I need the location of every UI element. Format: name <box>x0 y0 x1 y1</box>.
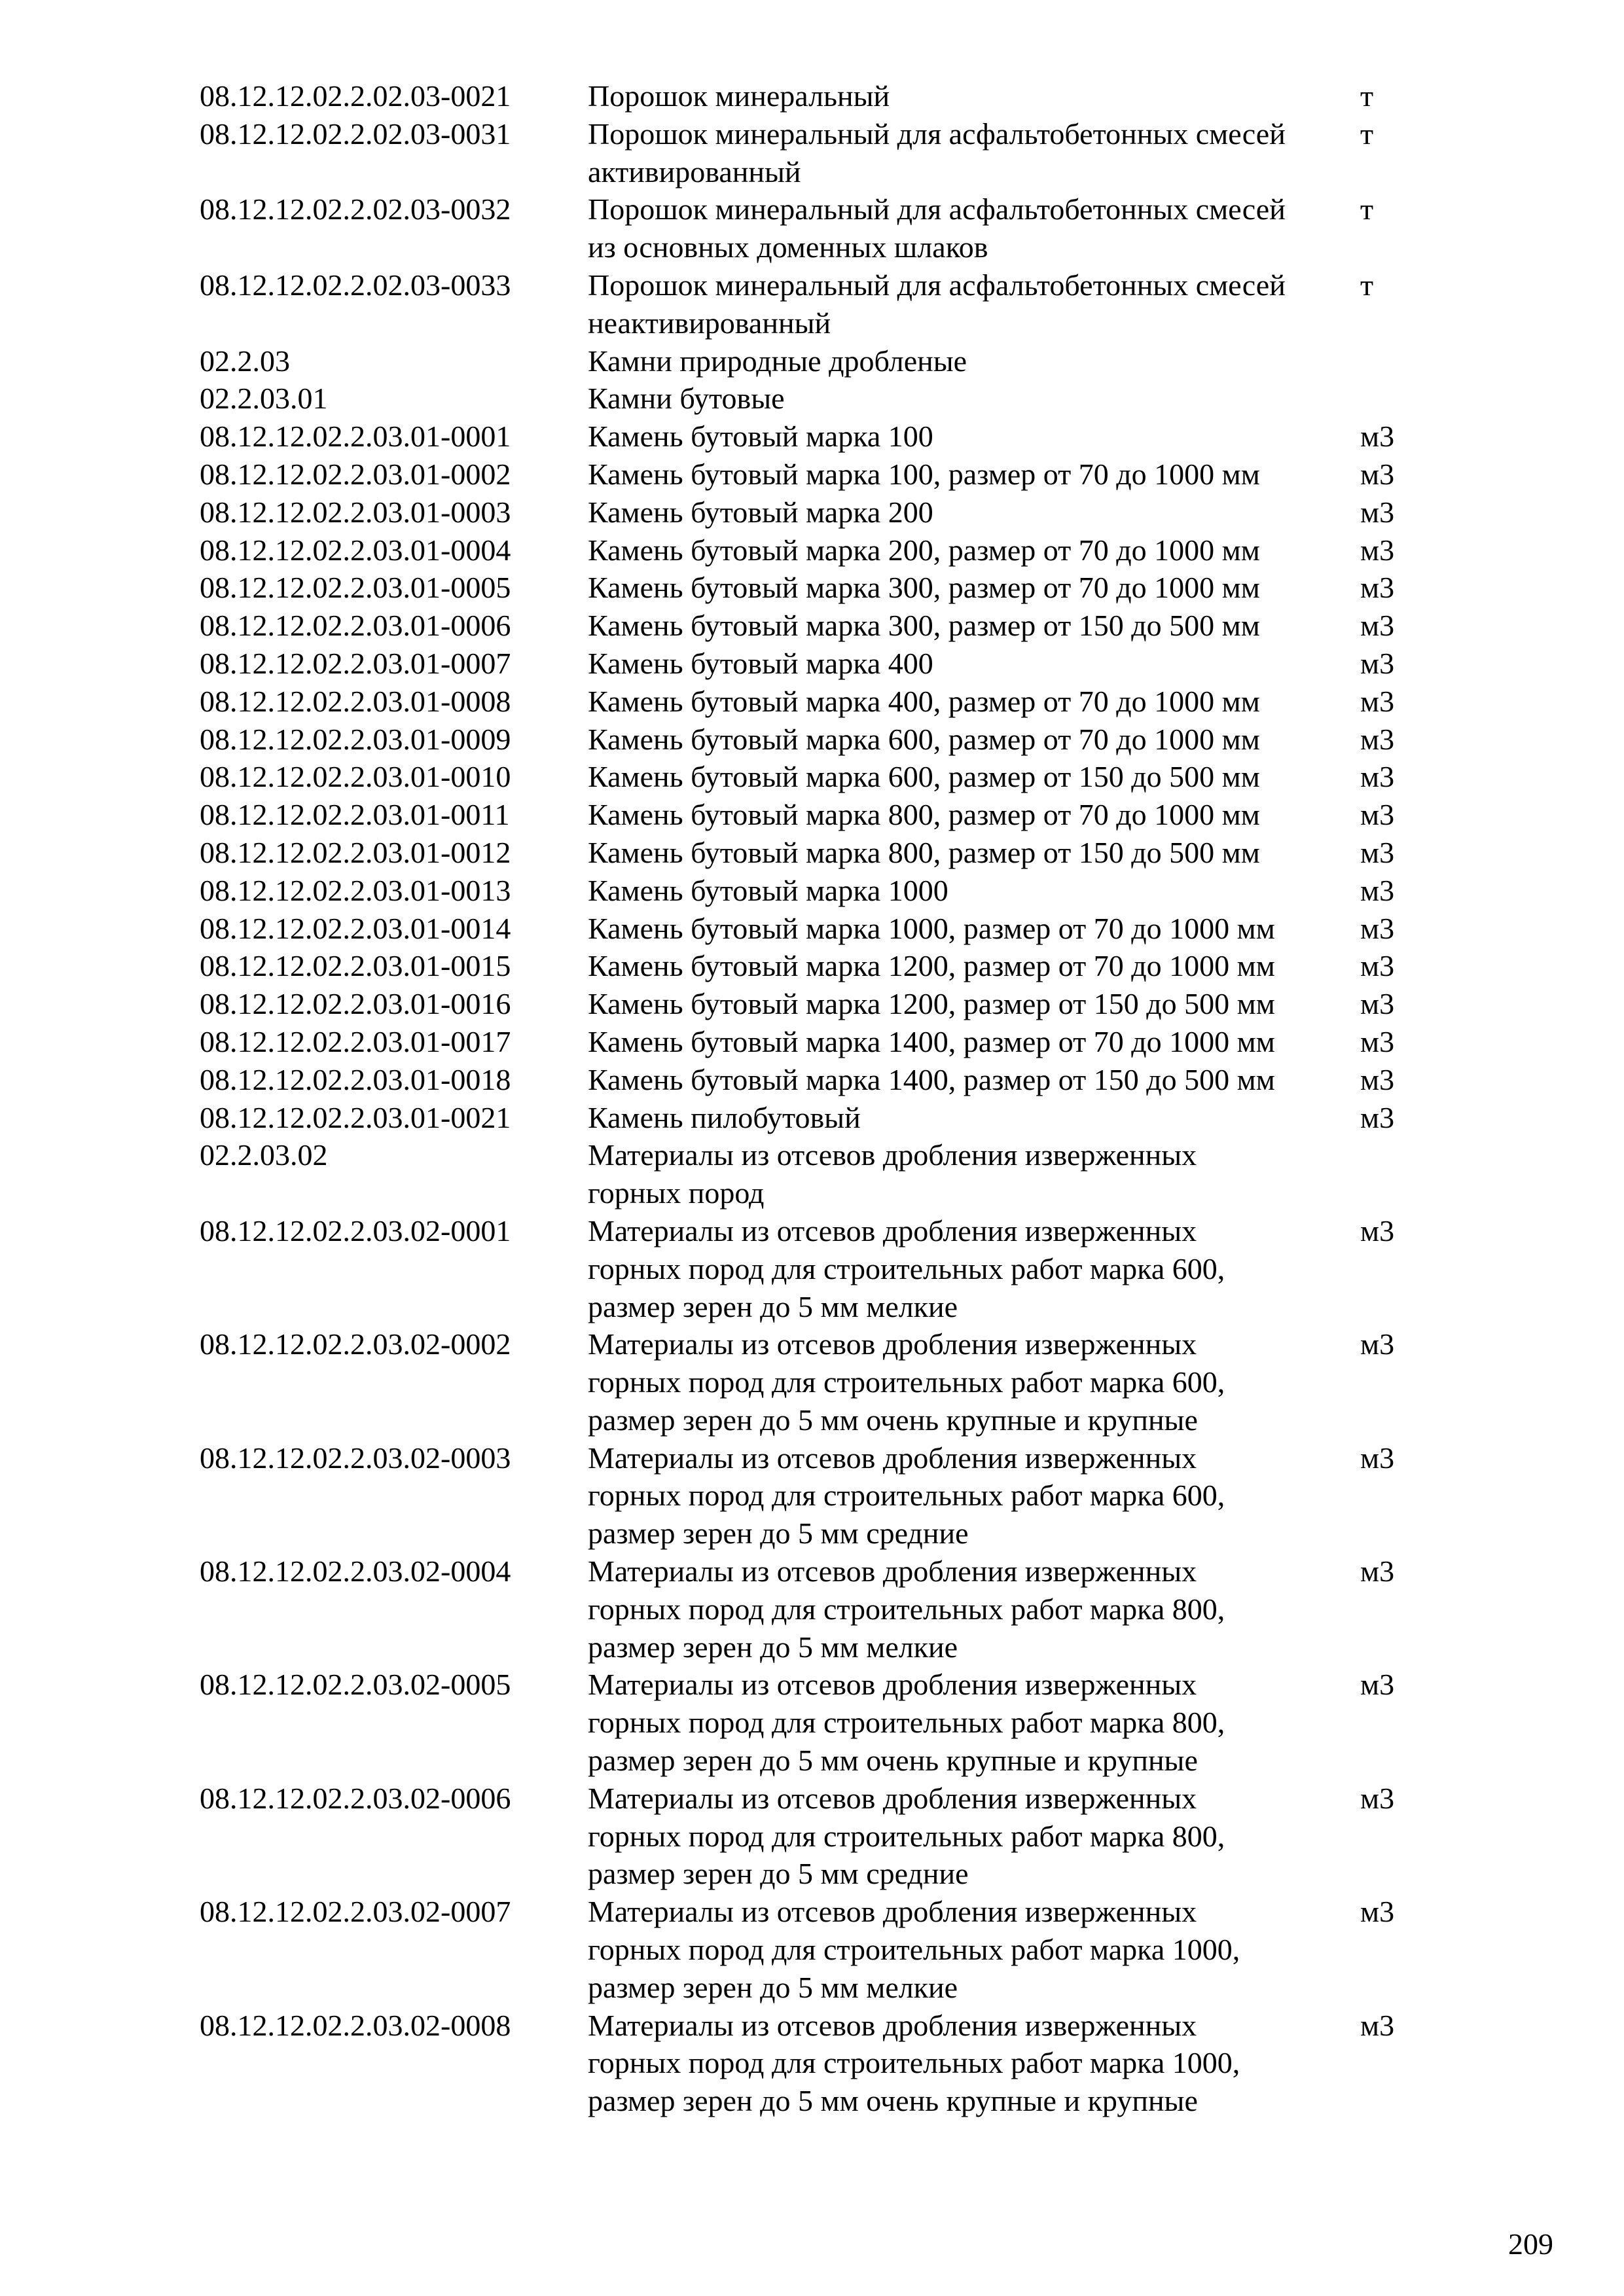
item-code: 08.12.12.02.2.03.01-0005 <box>200 571 511 605</box>
item-name <box>588 115 1360 191</box>
item-unit: т <box>1360 117 1374 151</box>
item-unit: м3 <box>1360 1213 1395 1247</box>
item-name-line: горных пород для строительных работ марка 600, <box>588 1251 1225 1285</box>
item-name <box>588 1212 1360 1325</box>
item-name-line: горных пород для строительных работ марка 1000, <box>588 1933 1240 1967</box>
item-name-line: размер зерен до 5 мм средние <box>588 1516 969 1551</box>
item-code: 08.12.12.02.2.03.02-0004 <box>200 1554 511 1588</box>
item-name-line: размер зерен до 5 мм мелкие <box>588 1970 958 2004</box>
table-row <box>200 1325 1443 1439</box>
item-unit: м3 <box>1360 987 1395 1021</box>
item-name <box>588 1099 1360 1137</box>
item-name <box>588 77 1360 115</box>
table-row <box>200 1552 1443 1666</box>
table-row <box>200 758 1443 796</box>
item-name <box>588 266 1360 342</box>
item-name-line: Материалы из отсевов дробления изверженных <box>588 1138 1197 1172</box>
table-row <box>200 77 1443 115</box>
item-name-line: Камень бутовый марка 100 <box>588 420 933 454</box>
item-code: 08.12.12.02.2.03.02-0006 <box>200 1781 511 1815</box>
item-unit: м3 <box>1360 2008 1395 2042</box>
item-code: 08.12.12.02.2.03.01-0018 <box>200 1062 511 1096</box>
item-code: 08.12.12.02.2.03.01-0008 <box>200 684 511 718</box>
item-unit: м3 <box>1360 571 1395 605</box>
item-name-line: Камни природные дробленые <box>588 344 967 378</box>
item-code: 08.12.12.02.2.03.02-0007 <box>200 1895 511 1929</box>
item-name-line: Порошок минеральный для асфальтобетонных смесей <box>588 117 1286 151</box>
item-code: 08.12.12.02.2.03.01-0016 <box>200 987 511 1021</box>
item-name-line: Камень бутовый марка 400, размер от 70 до 1000 мм <box>588 684 1260 718</box>
item-unit: м3 <box>1360 911 1395 945</box>
item-name <box>588 872 1360 910</box>
item-name <box>588 834 1360 872</box>
item-code: 08.12.12.02.2.03.01-0009 <box>200 722 511 756</box>
item-name <box>588 380 1360 418</box>
item-code: 08.12.12.02.2.03.01-0004 <box>200 533 511 567</box>
item-name-line: из основных доменных шлаков <box>588 230 988 264</box>
item-name <box>588 456 1360 493</box>
item-unit: м3 <box>1360 760 1395 794</box>
item-name <box>588 1893 1360 2006</box>
item-unit: м3 <box>1360 495 1395 529</box>
table-row <box>200 985 1443 1023</box>
item-name-line: горных пород для строительных работ марка 800, <box>588 1819 1225 1853</box>
table-row <box>200 569 1443 607</box>
item-name-line: размер зерен до 5 мм мелкие <box>588 1630 958 1664</box>
item-name-line: Камень бутовый марка 1000 <box>588 873 948 907</box>
item-name-line: Камень бутовый марка 1000, размер от 70 до 1000 мм <box>588 911 1275 945</box>
item-unit: м3 <box>1360 646 1395 680</box>
item-name-line: Камень бутовый марка 800, размер от 70 до 1000 мм <box>588 798 1260 832</box>
item-code: 08.12.12.02.2.03.01-0002 <box>200 457 511 491</box>
table-row <box>200 342 1443 380</box>
table-row <box>200 1136 1443 1212</box>
table-row <box>200 947 1443 985</box>
item-unit: м3 <box>1360 1441 1395 1475</box>
item-name-line: Материалы из отсевов дробления изверженных <box>588 1781 1197 1815</box>
item-code: 08.12.12.02.2.02.03-0031 <box>200 117 511 151</box>
item-name-line: Камень бутовый марка 300, размер от 150 до 500 мм <box>588 609 1260 643</box>
item-unit: м3 <box>1360 533 1395 567</box>
item-code: 08.12.12.02.2.03.01-0006 <box>200 609 511 643</box>
item-name-line: горных пород <box>588 1176 765 1210</box>
item-name-line: Камень бутовый марка 200, размер от 70 до 1000 мм <box>588 533 1260 567</box>
item-name <box>588 1439 1360 1552</box>
item-code: 02.2.03.02 <box>200 1138 328 1172</box>
item-code: 08.12.12.02.2.03.01-0015 <box>200 949 511 983</box>
item-name <box>588 569 1360 607</box>
item-name <box>588 1552 1360 1666</box>
item-unit: м3 <box>1360 684 1395 718</box>
item-name <box>588 342 1360 380</box>
item-name-line: Материалы из отсевов дробления изверженных <box>588 1441 1197 1475</box>
item-code: 02.2.03.01 <box>200 382 328 416</box>
item-name-line: активированный <box>588 154 801 188</box>
item-name-line: Материалы из отсевов дробления изверженных <box>588 2008 1197 2042</box>
item-name-line: Камень бутовый марка 1400, размер от 150 до 500 мм <box>588 1062 1275 1096</box>
item-code: 08.12.12.02.2.02.03-0033 <box>200 268 511 302</box>
item-name-line: Материалы из отсевов дробления изверженных <box>588 1213 1197 1247</box>
item-name-line: размер зерен до 5 мм мелкие <box>588 1289 958 1323</box>
item-unit: м3 <box>1360 798 1395 832</box>
item-name <box>588 645 1360 683</box>
item-unit: т <box>1360 192 1374 226</box>
table-row <box>200 721 1443 759</box>
item-code: 08.12.12.02.2.03.01-0013 <box>200 873 511 907</box>
table-row <box>200 1023 1443 1061</box>
table-row <box>200 115 1443 191</box>
item-code: 08.12.12.02.2.03.01-0011 <box>200 798 510 832</box>
table-row <box>200 1212 1443 1325</box>
table-row <box>200 190 1443 266</box>
table-row <box>200 872 1443 910</box>
table-row <box>200 683 1443 721</box>
item-unit: м3 <box>1360 1024 1395 1058</box>
item-name <box>588 1325 1360 1439</box>
table-row <box>200 1099 1443 1137</box>
item-name <box>588 1666 1360 1779</box>
item-code: 08.12.12.02.2.03.02-0002 <box>200 1327 511 1361</box>
item-code: 08.12.12.02.2.03.01-0021 <box>200 1100 511 1134</box>
item-unit: м3 <box>1360 1100 1395 1134</box>
item-code: 08.12.12.02.2.03.02-0005 <box>200 1668 511 1702</box>
item-name-line: горных пород для строительных работ марка 800, <box>588 1592 1225 1626</box>
table-row <box>200 1061 1443 1099</box>
item-code: 08.12.12.02.2.03.01-0014 <box>200 911 511 945</box>
table-row <box>200 1439 1443 1552</box>
item-code: 08.12.12.02.2.03.02-0001 <box>200 1213 511 1247</box>
item-name <box>588 607 1360 645</box>
item-name <box>588 683 1360 721</box>
table-row <box>200 380 1443 418</box>
item-name-line: размер зерен до 5 мм средние <box>588 1857 969 1891</box>
item-name-line: Камень бутовый марка 200 <box>588 495 933 529</box>
item-code: 08.12.12.02.2.02.03-0021 <box>200 79 511 113</box>
item-name <box>588 910 1360 948</box>
item-unit: м3 <box>1360 1668 1395 1702</box>
item-code: 08.12.12.02.2.03.01-0010 <box>200 760 511 794</box>
item-unit: м3 <box>1360 1062 1395 1096</box>
item-name-line: Камень бутовый марка 100, размер от 70 до 1000 мм <box>588 457 1260 491</box>
item-name <box>588 721 1360 759</box>
item-unit: м3 <box>1360 1781 1395 1815</box>
item-code: 08.12.12.02.2.03.01-0017 <box>200 1024 511 1058</box>
item-name-line: горных пород для строительных работ марка 600, <box>588 1365 1225 1399</box>
item-name <box>588 493 1360 531</box>
item-name-line: неактивированный <box>588 306 831 340</box>
item-name <box>588 1136 1360 1212</box>
item-unit: м3 <box>1360 949 1395 983</box>
item-unit: м3 <box>1360 1895 1395 1929</box>
item-name <box>588 947 1360 985</box>
item-unit: м3 <box>1360 722 1395 756</box>
item-name <box>588 1061 1360 1099</box>
item-name <box>588 190 1360 266</box>
item-unit: т <box>1360 268 1374 302</box>
item-unit: м3 <box>1360 420 1395 454</box>
item-code: 08.12.12.02.2.03.01-0012 <box>200 835 511 869</box>
item-name <box>588 2007 1360 2120</box>
table-row <box>200 493 1443 531</box>
item-name <box>588 985 1360 1023</box>
item-name-line: Камень бутовый марка 600, размер от 70 до 1000 мм <box>588 722 1260 756</box>
item-name-line: размер зерен до 5 мм очень крупные и крупные <box>588 2084 1198 2118</box>
item-name <box>588 796 1360 834</box>
item-name <box>588 418 1360 456</box>
item-code: 08.12.12.02.2.03.01-0007 <box>200 646 511 680</box>
item-name-line: Камень бутовый марка 800, размер от 150 до 500 мм <box>588 835 1260 869</box>
table-row <box>200 607 1443 645</box>
page-number: 209 <box>1508 2227 1553 2261</box>
item-name-line: горных пород для строительных работ марка 1000, <box>588 2046 1240 2080</box>
item-name-line: горных пород для строительных работ марка 800, <box>588 1706 1225 1740</box>
item-unit: м3 <box>1360 457 1395 491</box>
item-name-line: Порошок минеральный <box>588 79 890 113</box>
table-row <box>200 1666 1443 1779</box>
item-code: 08.12.12.02.2.03.01-0003 <box>200 495 511 529</box>
item-name-line: Камень бутовый марка 600, размер от 150 до 500 мм <box>588 760 1260 794</box>
table-row <box>200 645 1443 683</box>
item-unit: т <box>1360 79 1374 113</box>
item-code: 08.12.12.02.2.03.02-0003 <box>200 1441 511 1475</box>
item-code: 08.12.12.02.2.03.01-0001 <box>200 420 511 454</box>
item-name-line: Порошок минеральный для асфальтобетонных смесей <box>588 268 1286 302</box>
item-name-line: размер зерен до 5 мм очень крупные и крупные <box>588 1744 1198 1778</box>
item-code: 02.2.03 <box>200 344 290 378</box>
catalog-table <box>200 77 1443 2120</box>
item-name-line: Камень пилобутовый <box>588 1100 861 1134</box>
item-name-line: Камень бутовый марка 1400, размер от 70 до 1000 мм <box>588 1024 1275 1058</box>
item-unit: м3 <box>1360 1554 1395 1588</box>
table-row <box>200 1780 1443 1893</box>
item-name-line: Камень бутовый марка 1200, размер от 70 до 1000 мм <box>588 949 1275 983</box>
item-name-line: Камни бутовые <box>588 382 785 416</box>
item-code: 08.12.12.02.2.02.03-0032 <box>200 192 511 226</box>
table-row <box>200 418 1443 456</box>
item-unit: м3 <box>1360 609 1395 643</box>
table-row <box>200 2007 1443 2120</box>
item-name-line: Материалы из отсевов дробления изверженных <box>588 1554 1197 1588</box>
table-row <box>200 531 1443 569</box>
item-name-line: Камень бутовый марка 300, размер от 70 до 1000 мм <box>588 571 1260 605</box>
item-name-line: Порошок минеральный для асфальтобетонных смесей <box>588 192 1286 226</box>
table-row <box>200 1893 1443 2006</box>
table-row <box>200 910 1443 948</box>
item-name-line: Материалы из отсевов дробления изверженных <box>588 1895 1197 1929</box>
item-name-line: размер зерен до 5 мм очень крупные и крупные <box>588 1403 1198 1437</box>
item-code: 08.12.12.02.2.03.02-0008 <box>200 2008 511 2042</box>
item-name-line: Камень бутовый марка 400 <box>588 646 933 680</box>
item-name-line: Материалы из отсевов дробления изверженных <box>588 1327 1197 1361</box>
item-unit: м3 <box>1360 1327 1395 1361</box>
item-unit: м3 <box>1360 835 1395 869</box>
table-row <box>200 796 1443 834</box>
item-name <box>588 758 1360 796</box>
item-name-line: Камень бутовый марка 1200, размер от 150 до 500 мм <box>588 987 1275 1021</box>
item-name-line: Материалы из отсевов дробления изверженных <box>588 1668 1197 1702</box>
item-name <box>588 1780 1360 1893</box>
item-name <box>588 531 1360 569</box>
item-name-line: горных пород для строительных работ марка 600, <box>588 1479 1225 1513</box>
item-name <box>588 1023 1360 1061</box>
table-row <box>200 456 1443 493</box>
item-unit: м3 <box>1360 873 1395 907</box>
table-row <box>200 834 1443 872</box>
table-row <box>200 266 1443 342</box>
